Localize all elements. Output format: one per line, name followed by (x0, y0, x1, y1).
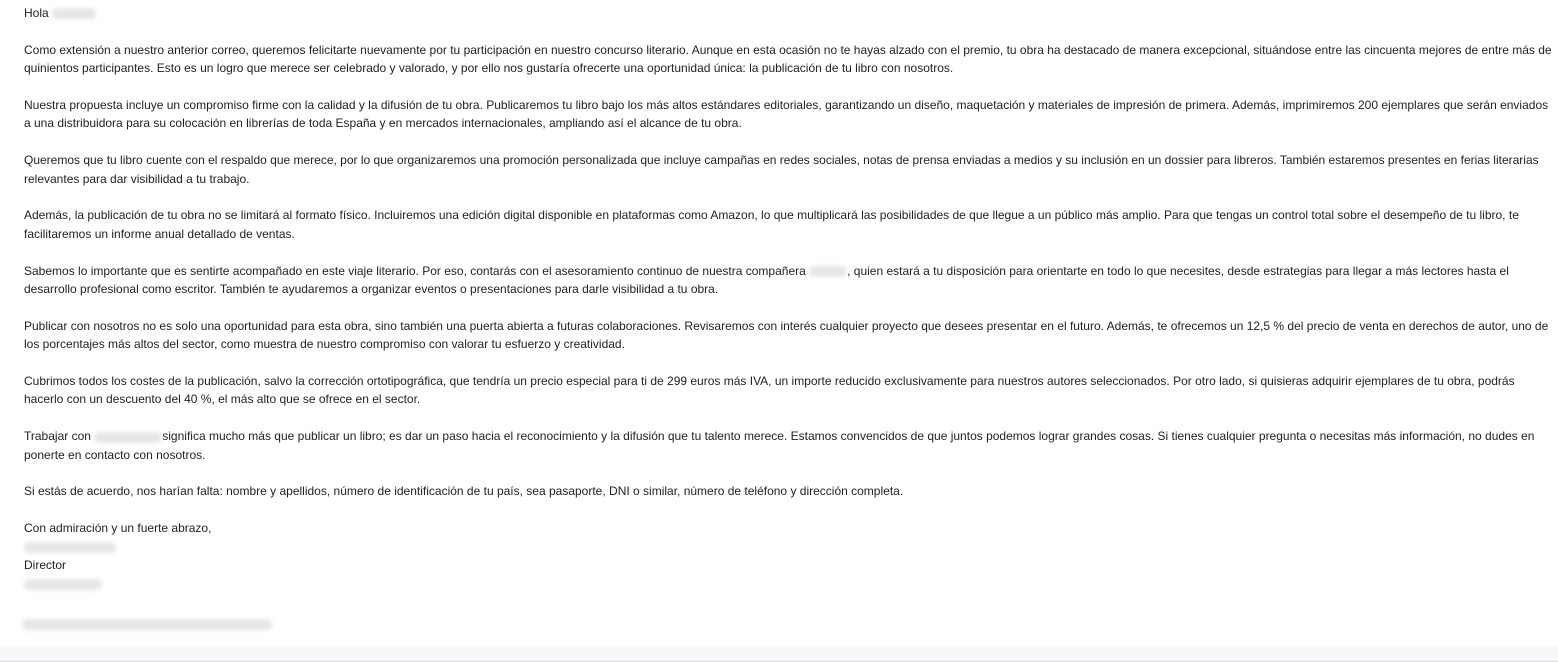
email-footer-meta (22, 617, 272, 631)
paragraph-closing-pitch-end: significa mucho más que publicar un libro; es dar un paso hacia el reconocimiento y la difusión que tu talento merece. Estamos convencidos de que juntos podemos lograr grandes cosas. Si tienes cualquier pregunta o necesitas más información, no dudes en ponerte en contacto con nosotros. (24, 429, 1535, 462)
paragraph-promotion: Queremos que tu libro cuente con el respaldo que merece, por lo que organizaremos una promoción personalizada que incluye campañas en redes sociales, notas de prensa enviadas a medios y su inclusión en un dossier para libreros. También estaremos presentes en ferias literarias relevantes para dar visibilidad a tu trabajo. (24, 153, 1539, 186)
paragraph-closing-pitch-start: Trabajar con (24, 429, 95, 444)
signature-company-line (24, 574, 1554, 592)
paragraph-advisor-end: , quien estará a tu disposición para orientarte en todo lo que necesites, desde estrategias para llegar a más lectores hasta el desarrollo profesional como escritor. También te ayudaremos a organizar eventos o presentaciones para darle visibilidad a tu obra. (24, 263, 1509, 297)
paragraph-congratulations: Como extensión a nuestro anterior correo, queremos felicitarte nuevamente por tu participación en nuestro concurso literario. Aunque en esta ocasión no te hayas alzado con el premio, tu obra ha destacado de manera excepcional, situándose entre las cincuenta mejores de entre más de quinientos participantes. Esto es un logro que merece ser celebrado y valorado, y por ello nos gustaría ofrecerte una oportunidad única: la publicación de tu libro con nosotros. (24, 42, 1552, 76)
paragraph-closing-pitch (24, 427, 1554, 464)
paragraph-requirements: Si estás de acuerdo, nos harían falta: nombre y apellidos, número de identificación de tu país, sea pasaporte, DNI o similar, número de teléfono y dirección completa. (24, 484, 904, 499)
signature-block (24, 519, 1554, 593)
paragraph-costs: Cubrimos todos los costes de la publicación, salvo la corrección ortotipográfica, que tendría un precio especial para ti de 299 euros más IVA, un importe reducido exclusivamente para nuestros autores seleccionados. Por otro lado, si quisieras adquirir ejemplares de tu obra, podrás hacerlo con un descuento del 40 %, el más alto que se ofrece en el sector. (24, 374, 1515, 407)
bottom-bar (0, 646, 1558, 662)
greeting: Hola (24, 6, 49, 20)
paragraph-advisor-start: Sabemos lo importante que es sentirte acompañado en este viaje literario. Por eso, contarás con el asesoramiento continuo de nuestra compañera (24, 263, 810, 278)
redacted-date-metadata (22, 619, 272, 630)
redacted-publisher-name (94, 432, 162, 443)
redacted-company-name (24, 579, 102, 590)
paragraph-proposal: Nuestra propuesta incluye un compromiso firme con la calidad y la difusión de tu obra. Publicaremos tu libro bajo los más altos estándares editoriales, garantizando un diseño, maquetación y materiales de impresión de primera. Además, imprimiremos 200 ejemplares que serán enviados a una distribuidora para su colocación en librerías de toda España y en mercados internacionales, ampliando así el alcance de tu obra. (24, 98, 1549, 131)
greeting-line (24, 4, 1554, 22)
email-body (24, 4, 1554, 593)
redacted-advisor-name (809, 266, 847, 277)
redacted-recipient-name (52, 8, 96, 19)
paragraph-royalties: Publicar con nosotros no es solo una oportunidad para esta obra, sino también una puerta abierta a futuras colaboraciones. Revisaremos con interés cualquier proyecto que desees presentar en el futuro. Además, te ofrecemos un 12,5 % del precio de venta en derechos de autor, uno de los porcentajes más altos del sector, como muestra de nuestro compromiso con valorar tu esfuerzo y creatividad. (24, 318, 1549, 352)
signature-closing: Con admiración y un fuerte abrazo, (24, 521, 212, 536)
paragraph-advisor (24, 262, 1554, 299)
redacted-signer-name (24, 542, 116, 553)
paragraph-digital-edition: Además, la publicación de tu obra no se limitará al formato físico. Incluiremos una edición digital disponible en plataformas como Amazon, lo que multiplicará las posibilidades de que llegue a un público más amplio. Para que tengas un control total sobre el desempeño de tu libro, te facilitaremos un informe anual detallado de ventas. (24, 208, 1519, 241)
signature-name-line (24, 538, 1554, 556)
signature-title: Director (24, 558, 67, 572)
